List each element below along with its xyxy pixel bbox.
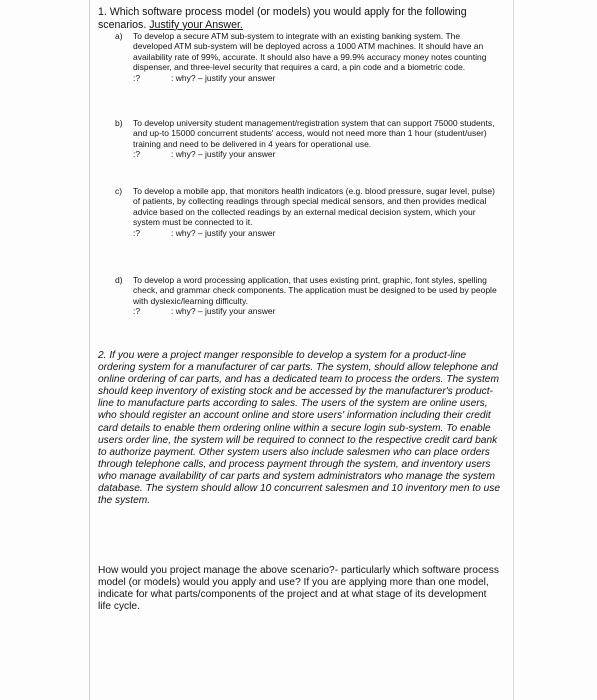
question-2-prompt: How would you project manage the above scenario?- particularly which software process model (or models) would you apply and use? If you are applying more than one model, indicate for what parts/components of the project and at what stage of its development life cycle.	[98, 565, 499, 613]
item-justify-line	[133, 228, 500, 238]
question-2-scenario: 2. If you were a project manger responsible to develop a system for a product-line ordering system for a manufacturer of car parts. The system, should allow telephone and online ordering of car parts, and has a dedicated team to process the orders. The system should keep inventory of existing stock and be accessed by the manufacturer's product-line to manufacture parts according to sales. The users of the system are online users, who should register an account online and store users' information including their credit card details to enable them ordering online within a secure login sub-system. To enable users order line, the system will be required to connect to the respective credit card bank to authorize payment. Other system users also include salesmen who can place orders through telephone calls, and process payment through the system, and inventory users who manage availability of car parts and system administrators who manage the system database. The system should allow 10 concurrent salesmen and 10 inventory men to use the system.	[98, 350, 501, 507]
item-justify-line	[133, 306, 500, 316]
justify-prompt: : why? – justify your answer	[171, 306, 276, 317]
question-1-text: 1. Which software process model (or models) you would apply for the following scenarios.	[98, 6, 467, 31]
scenario-item-c	[115, 186, 500, 238]
scenario-item-d	[115, 275, 500, 317]
justify-prompt: : why? – justify your answer	[171, 149, 276, 160]
item-label: c)	[115, 186, 123, 196]
item-text: To develop a word processing application, that uses existing print, graphic, font styles, spelling check, and grammar check components. The application must be designed to be used by people with dyslexic/learning difficulty.	[133, 275, 497, 306]
scenario-item-a	[115, 31, 500, 83]
item-justify-line	[133, 73, 500, 83]
page-left-edge	[89, 0, 90, 700]
answer-mark: :?	[133, 72, 141, 83]
scenario-item-b	[115, 118, 500, 160]
item-text: To develop a secure ATM sub-system to integrate with an existing banking system. The developed ATM sub-system will be deployed across a 1000 ATM machines. It should have an availability rate of 99%, accurate. It should also have a 99.9% accuracy money notes counting dispenser, and three-level security that requires a card, a pin code and a biometric code.	[133, 31, 487, 73]
question-1-title	[98, 6, 498, 31]
answer-mark: :?	[133, 149, 141, 160]
question-1-emphasis: Justify your Answer.	[149, 18, 243, 31]
item-justify-line	[133, 149, 500, 159]
answer-mark: :?	[133, 227, 141, 238]
item-text: To develop a mobile app, that monitors health indicators (e.g. blood pressure, sugar level, pulse) of patients, by collecting readings through special medical sensors, and then provides medical advice based on the collected readings by an external medical decision system, which your system must be connected to it.	[133, 186, 495, 228]
item-label: a)	[115, 31, 123, 41]
answer-mark: :?	[133, 306, 141, 317]
item-label: b)	[115, 118, 123, 128]
justify-prompt: : why? – justify your answer	[171, 227, 276, 238]
item-text: To develop university student management/registration system that can support 75000 students, and up-to 15000 concurrent students' access, would not need more than 1 hour (student/user) training and need to be delivered in 4 years for operational use.	[133, 118, 495, 149]
justify-prompt: : why? – justify your answer	[171, 72, 276, 83]
page-right-edge	[513, 0, 514, 700]
item-label: d)	[115, 275, 123, 285]
